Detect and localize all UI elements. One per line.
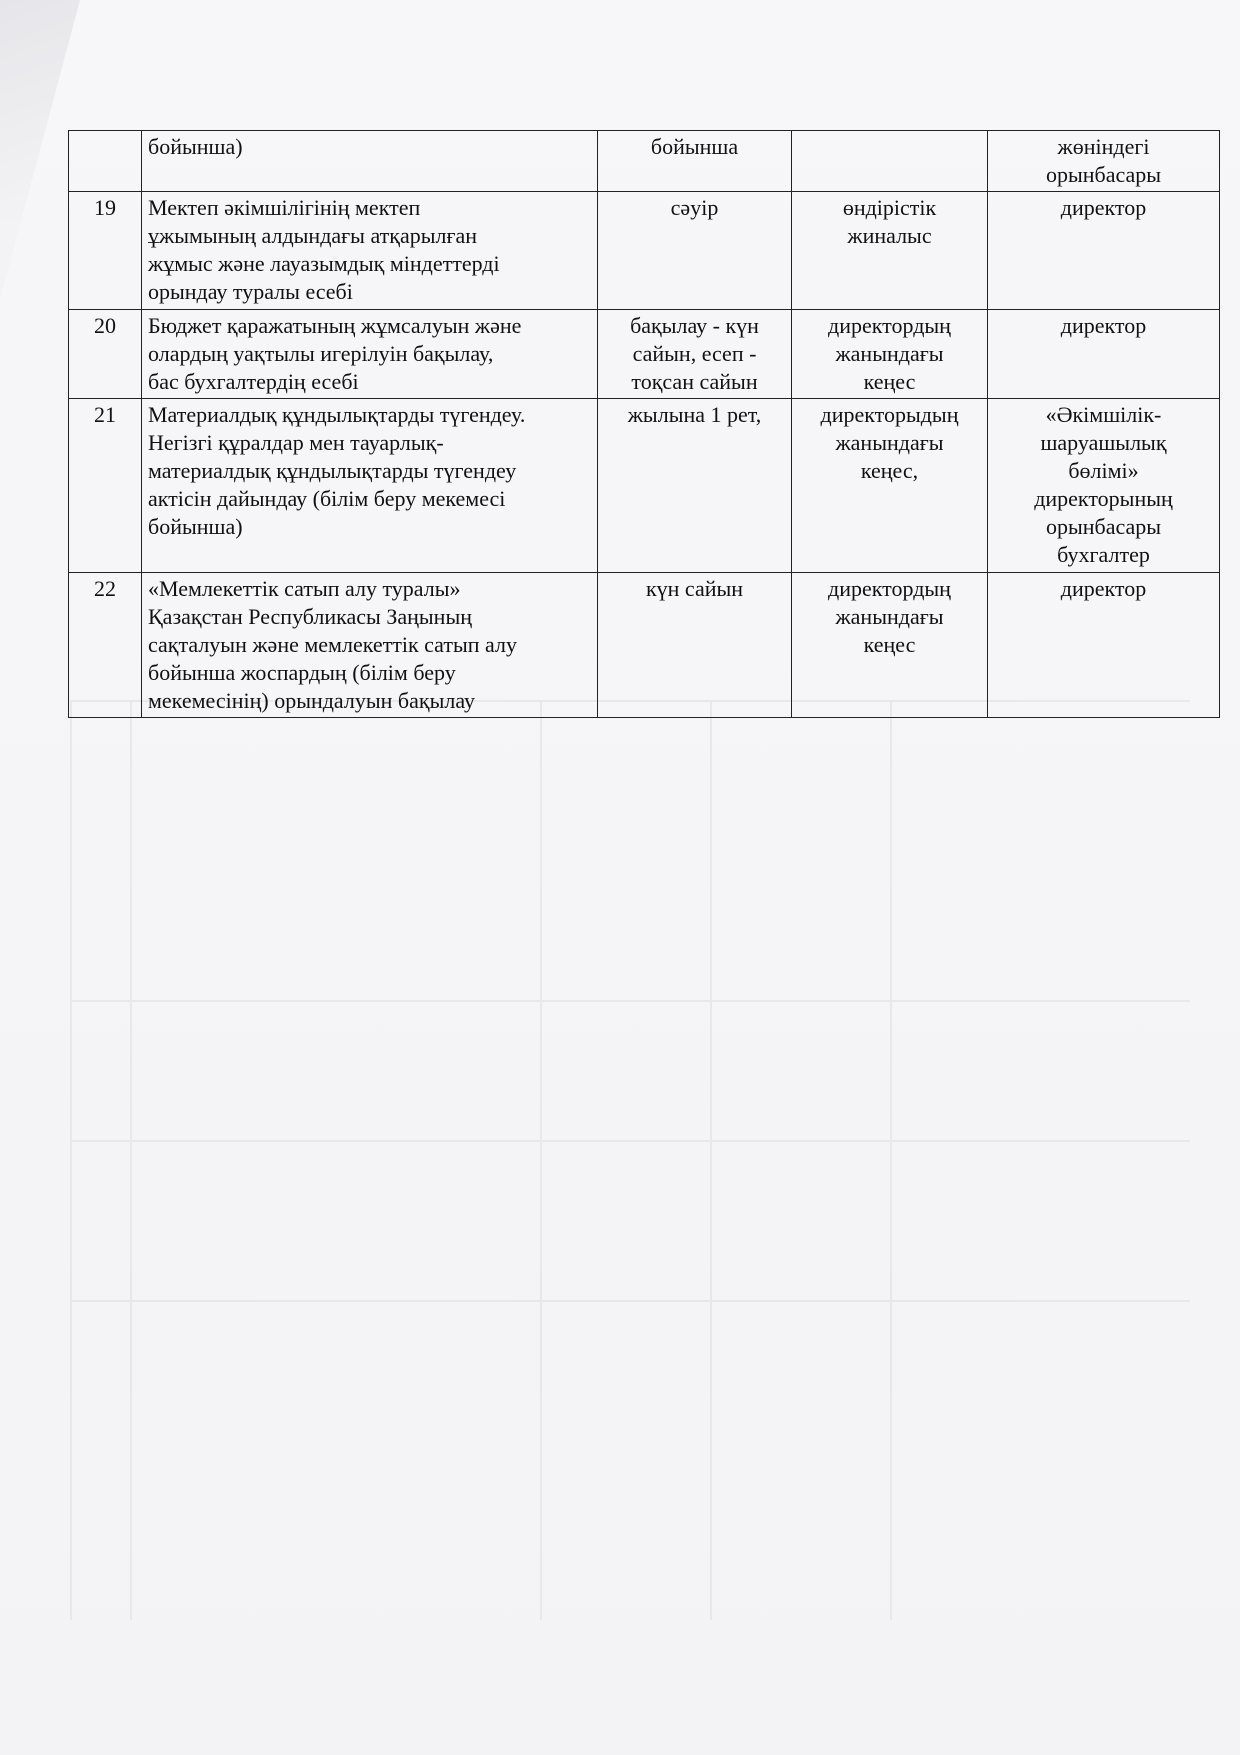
row-form: директордың жанындағы кеңес (828, 313, 951, 394)
row-number (69, 131, 142, 192)
row-responsible: директор (1060, 313, 1147, 338)
table-row (69, 399, 1220, 573)
row-description: Бюджет қаражатының жұмсалуын және олардың уақтылы игерілуін бақылау, бас бухгалтердің есебі (148, 313, 522, 394)
row-term: бақылау - күн сайын, есеп - тоқсан сайын (630, 313, 759, 394)
table-row (69, 310, 1220, 399)
row-description: «Мемлекеттік сатып алу туралы» Қазақстан Республикасы Заңының сақталуын және мемлекеттік сатып алу бойынша жоспардың (білім беру мекемесінің) орындалуын бақылау (148, 576, 517, 713)
row-form: өндірістік жиналыс (842, 195, 937, 248)
row-form: директордың жанындағы кеңес (828, 576, 951, 657)
row-number: 19 (69, 192, 142, 310)
row-responsible: директор (1060, 576, 1147, 601)
row-number: 22 (69, 573, 142, 718)
row-description: Материалдық құндылықтарды түгендеу. Негізгі құралдар мен тауарлық- материалдық құндылықтарды түгендеу актісін дайындау (білім беру мекемесі бойынша) (148, 402, 526, 539)
row-form: директорыдың жанындағы кеңес, (820, 402, 959, 483)
row-term: бойынша (650, 134, 739, 159)
row-number: 20 (69, 310, 142, 399)
row-description: бойынша) (148, 134, 243, 159)
bleed-through-area (70, 700, 1190, 1620)
row-responsible: «Әкімшілік- шаруашылық бөлімі» директорының орынбасары бухгалтер (1034, 402, 1173, 567)
table-row (69, 192, 1220, 310)
row-term: күн сайын (645, 576, 744, 601)
row-term: сәуір (670, 195, 719, 220)
row-number: 21 (69, 399, 142, 573)
table-row (69, 573, 1220, 718)
row-term: жылына 1 рет, (627, 402, 762, 427)
table-row (69, 131, 1220, 192)
plan-table (68, 130, 1220, 718)
row-responsible: директор (1060, 195, 1147, 220)
row-responsible: жөніндегі орынбасары (1045, 134, 1162, 187)
row-description: Мектеп әкімшілігінің мектеп ұжымының алдындағы атқарылған жұмыс және лауазымдық міндеттерді орындау туралы есебі (148, 195, 500, 304)
